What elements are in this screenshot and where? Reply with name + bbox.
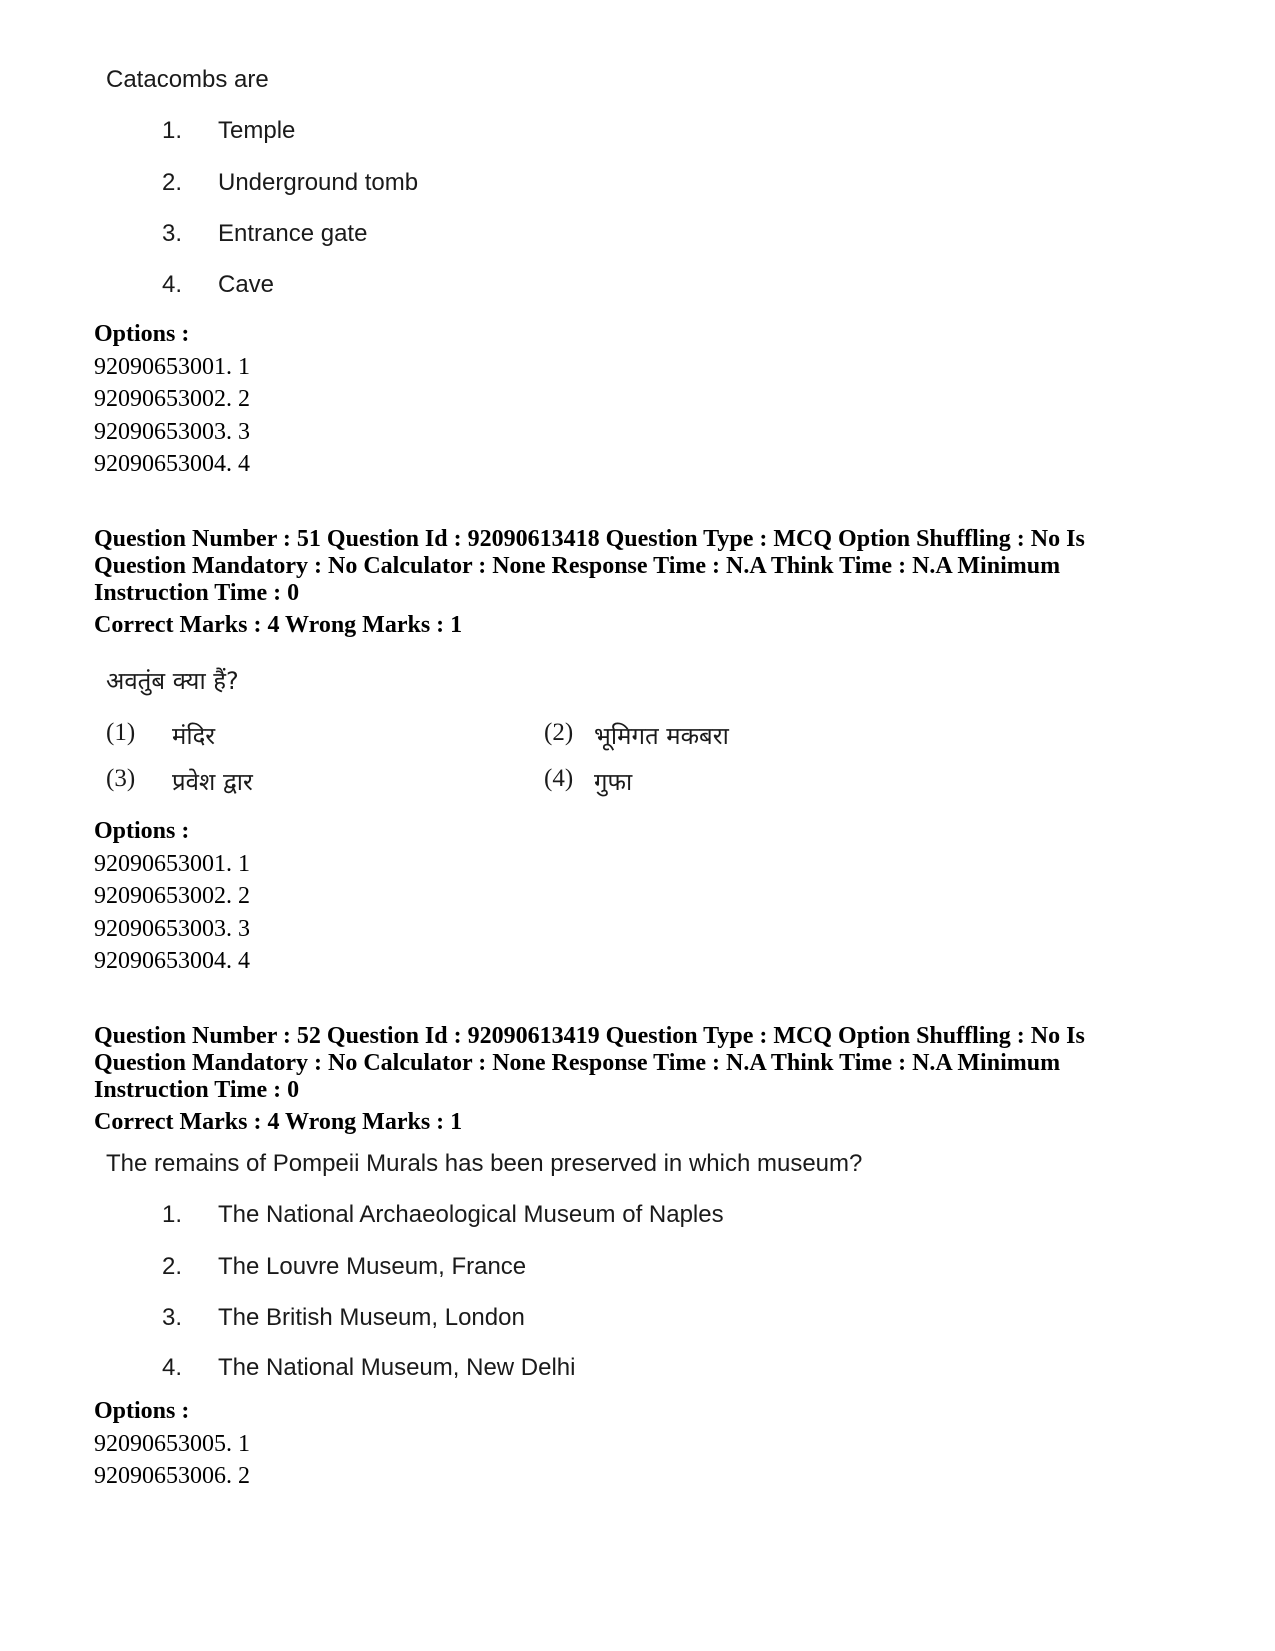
choice-text: मंदिर: [172, 722, 216, 750]
choice-text: Underground tomb: [218, 169, 419, 196]
option-id-line: 92090653006. 2: [94, 1463, 250, 1489]
option-id-line: 92090653001. 1: [94, 354, 250, 380]
option-id-line: 92090653005. 1: [94, 1431, 250, 1457]
option-id-line: 92090653004. 4: [94, 948, 250, 974]
option-id-line: 92090653002. 2: [94, 386, 250, 412]
option-id-line: 92090653004. 4: [94, 451, 250, 477]
options-heading: Options :: [94, 818, 190, 844]
option-id-line: 92090653002. 2: [94, 883, 250, 909]
choice-text: भूमिगत मकबरा: [594, 722, 729, 750]
options-heading: Options :: [94, 1398, 190, 1424]
choice-text: The National Archaeological Museum of Naples: [218, 1201, 724, 1228]
choice-text: The Louvre Museum, France: [218, 1253, 527, 1280]
choice-number: 2.: [162, 1253, 183, 1280]
option-id-line: 92090653003. 3: [94, 916, 250, 942]
choice-number: 2.: [162, 169, 183, 196]
choice-number: 4.: [162, 1354, 183, 1381]
question-meta-line: Instruction Time : 0: [94, 1077, 300, 1103]
options-heading: Options :: [94, 321, 190, 347]
choice-text: गुफा: [594, 768, 633, 796]
choice-number: (2): [544, 719, 574, 746]
question-meta-line: Question Mandatory : No Calculator : None Response Time : N.A Think Time : N.A Minimum: [94, 553, 1061, 579]
question-text: अवतुंब क्या हैं?: [106, 667, 239, 695]
choice-number: 1.: [162, 1201, 183, 1228]
question-text: Catacombs are: [106, 66, 269, 93]
marks-line: Correct Marks : 4 Wrong Marks : 1: [94, 1109, 463, 1135]
choice-number: (1): [106, 719, 136, 746]
choice-text: The British Museum, London: [218, 1304, 525, 1331]
option-id-line: 92090653003. 3: [94, 419, 250, 445]
choice-text: Cave: [218, 271, 275, 298]
question-meta-line: Question Number : 52 Question Id : 92090613419 Question Type : MCQ Option Shuffling : No Is: [94, 1023, 1085, 1049]
option-id-line: 92090653001. 1: [94, 851, 250, 877]
choice-text: Entrance gate: [218, 220, 368, 247]
choice-text: The National Museum, New Delhi: [218, 1354, 576, 1381]
question-text: The remains of Pompeii Murals has been preserved in which museum?: [106, 1150, 863, 1177]
choice-number: 4.: [162, 271, 183, 298]
choice-text: Temple: [218, 117, 296, 144]
choice-number: (4): [544, 765, 574, 792]
choice-number: 3.: [162, 1304, 183, 1331]
marks-line: Correct Marks : 4 Wrong Marks : 1: [94, 612, 463, 638]
choice-number: (3): [106, 765, 136, 792]
question-meta-line: Question Number : 51 Question Id : 92090613418 Question Type : MCQ Option Shuffling : No Is: [94, 526, 1085, 552]
question-meta-line: Question Mandatory : No Calculator : None Response Time : N.A Think Time : N.A Minimum: [94, 1050, 1061, 1076]
choice-text: प्रवेश द्वार: [172, 768, 253, 796]
choice-number: 3.: [162, 220, 183, 247]
question-meta-line: Instruction Time : 0: [94, 580, 300, 606]
choice-number: 1.: [162, 117, 183, 144]
